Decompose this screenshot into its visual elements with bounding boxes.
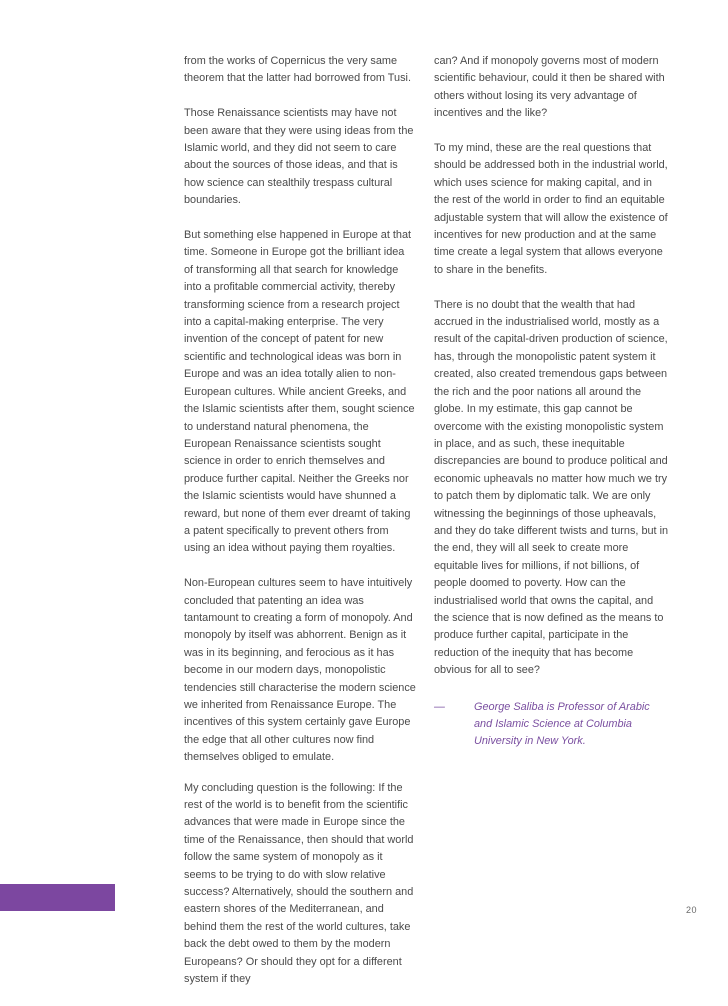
paragraph: But something else happened in Europe at that time. Someone in Europe got the brilliant idea of transforming all that search for knowledge into a profitable commercial activity, thereby transforming science from a research project into a capital-making enterprise. The very invention of the concept of patent for new scientific and technological ideas was born in Europe and was an idea totally alien to non-European cultures. While ancient Greeks, and the Islamic scientists after them, sought science to understand natural phenomena, the European Renaissance scientists sought science in order to enrich themselves and produce further capital. Neither the Greeks nor the Islamic scientists would have shunned a reward, but none of them ever dreamt of taking a patent specifically to prevent others from using an idea without paying them royalties. <box>184 229 415 555</box>
paragraph: To my mind, these are the real questions that should be addressed both in the industrial world, which uses science for making capital, and in the rest of the world in order to find an equitable adjustable system that will allow the existence of incentives for new production and at the same time create a legal system that allows everyone to share in the benefits. <box>434 142 668 276</box>
paragraph: Non-European cultures seem to have intuitively concluded that patenting an idea was tantamount to creating a form of monopoly. And monopoly by itself was abhorrent. Benign as it was in its beginning, and ferocious as it has become in our modern days, monopolistic tendencies still characterise the modern science we inherited from Renaissance Europe. The incentives of this system certainly gave Europe the edge that all other cultures now find themselves obliged to emulate. <box>184 577 416 764</box>
paragraph: from the works of Copernicus the very same theorem that the latter had borrowed from Tusi. <box>184 55 412 85</box>
author-byline <box>434 699 669 751</box>
byline-dash: — <box>434 700 445 713</box>
paragraph: My concluding question is the following: If the rest of the world is to benefit from the scientific advances that were made in Europe since the time of the Renaissance, then should that world follow the same system of monopoly as it seems to be trying to do with slow relative success? Alternatively, should the southern and eastern shores of the Mediterranean, and behind them the rest of the world cultures, take back the debt owed to them by the modern Europeans? Or should they opt for a different system if they <box>184 781 414 986</box>
paragraph: can? And if monopoly governs most of modern scientific behaviour, could it then be shared with others without losing its very advantage of incentives and the like? <box>434 55 665 120</box>
right-column <box>434 53 669 751</box>
paragraph: There is no doubt that the wealth that had accrued in the industrialised world, mostly as a result of the capital-driven production of science, has, through the monopolistic patent system it created, also created tremendous gaps between the rich and the poor nations all around the globe. In my estimate, this gap cannot be overcome with the existing monopolistic system in place, and as such, these inequitable discrepancies are bound to produce political and economic upheavals no matter how much we try to patch them by diplomatic talk. We are only witnessing the beginnings of those upheavals, and they do take different twists and turns, but in the end, they will all seek to create more equitable lives for millions, if not billions, of people doomed to poverty. How can the industrialised world that owns the capital, and the science that is now defined as the means to produce further capital, participate in the reduction of the inequity that has become obvious for all to see? <box>434 298 669 677</box>
byline-text: George Saliba is Professor of Arabic and Islamic Science at Columbia University in New York. <box>474 700 650 748</box>
page-number: 20 <box>686 905 698 915</box>
paragraph: Those Renaissance scientists may have not been aware that they were using ideas from the Islamic world, and they did not seem to care about the sources of those ideas, and that is how science can stealthily trespass cultural boundaries. <box>184 107 414 207</box>
footer-accent-band <box>0 884 115 911</box>
left-column <box>184 53 416 1006</box>
